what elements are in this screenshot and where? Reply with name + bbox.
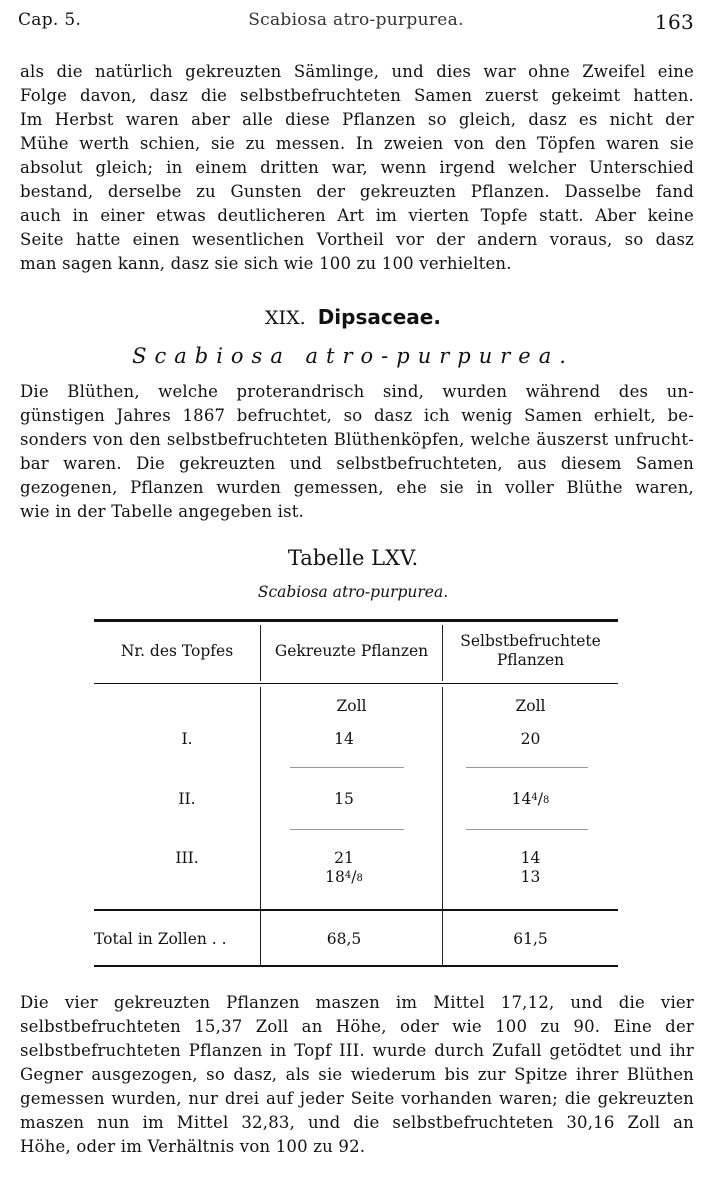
table-header-rule xyxy=(94,683,618,684)
section-name: Dipsaceae. xyxy=(317,305,441,329)
header-crossed: Gekreuzte Pflanzen xyxy=(274,642,429,660)
text-line: auch in einer etwas deutlicheren Art im vierten Topfe statt. Aber keine xyxy=(20,206,694,225)
unit-crossed: Zoll xyxy=(336,697,367,715)
row-separator xyxy=(290,829,404,830)
text-line: wie in der Tabelle angegeben ist. xyxy=(20,502,305,521)
paragraph-intro xyxy=(20,60,694,276)
text-line: gemessen wurden, nur drei auf jeder Seite vorhanden waren; die gekreuzten xyxy=(20,1089,694,1108)
table-total-rule xyxy=(94,909,618,911)
text-line: Seite hatte einen wesentlichen Vortheil vor der andern voraus, so dasz xyxy=(20,230,694,249)
running-title: Scabiosa atro-purpurea. xyxy=(248,10,464,30)
page-number: 163 xyxy=(654,10,694,34)
row-pot-label: II. xyxy=(178,790,196,808)
fraction-denominator: 8 xyxy=(356,873,363,884)
header-self-line1: Selbstbefruchtete xyxy=(460,632,601,650)
text-line: Die Blüthen, welche proterandrisch sind, wurden während des un- xyxy=(20,382,694,401)
text-line: günstigen Jahres 1867 befruchtet, so dasz ich wenig Samen erhielt, be- xyxy=(20,406,694,425)
section-number: XIX. xyxy=(265,307,306,329)
text-line: Die vier gekreuzten Pflanzen maszen im Mittel 17,12, und die vier xyxy=(20,993,694,1012)
section-heading xyxy=(0,304,706,331)
row-crossed-value: 15 xyxy=(334,790,354,808)
table-title: Tabelle LXV. xyxy=(287,546,419,570)
text-line: bar waren. Die gekreuzten und selbstbefruchteten, aus diesem Samen xyxy=(20,454,694,473)
species-heading: Scabiosa atro-purpurea. xyxy=(132,344,574,368)
text-line: Höhe, oder im Verhältnis von 100 zu 92. xyxy=(20,1137,366,1156)
header-pot: Nr. des Topfes xyxy=(120,642,234,660)
fraction-whole: 14 xyxy=(511,790,532,808)
paragraph-method xyxy=(20,380,694,524)
total-self: 61,5 xyxy=(513,930,548,948)
text-line: Gegner ausgezogen, so dasz, als sie wiederum bis zur Spitze ihrer Blüthen xyxy=(20,1065,694,1084)
unit-self: Zoll xyxy=(515,697,546,715)
text-line: maszen nun im Mittel 32,83, und die selbstbefruchteten 30,16 Zoll an xyxy=(20,1113,694,1132)
fraction-numerator: 4 xyxy=(344,870,352,881)
row-self-value: 14 xyxy=(520,849,541,867)
row-self-value: 13 xyxy=(520,868,541,886)
data-table xyxy=(94,619,618,967)
total-label: Total in Zollen . . xyxy=(94,930,227,948)
running-head xyxy=(18,10,694,36)
header-self-line2: Pflanzen xyxy=(496,651,565,669)
fraction-denominator: 8 xyxy=(542,795,550,806)
text-line: Im Herbst waren aber alle diese Pflanzen so gleich, dasz es nicht der xyxy=(20,110,694,129)
row-crossed-value: $18^4/8$ xyxy=(325,868,363,886)
row-self-value: 20 xyxy=(520,730,541,748)
fraction-numerator: 4 xyxy=(531,792,538,803)
text-line: sonders von den selbstbefruchteten Blüthenköpfen, welche äuszerst unfrucht- xyxy=(20,430,694,449)
text-line: Mühe werth schien, sie zu messen. In zweien von den Töpfen waren sie xyxy=(20,134,694,153)
text-line: Folge davon, dasz die selbstbefruchteten Samen zuerst gekeimt hatten. xyxy=(20,86,694,105)
row-crossed-value: 14 xyxy=(334,730,354,748)
text-line: absolut gleich; in einem dritten war, wenn irgend welcher Unterschied xyxy=(20,158,694,177)
paragraph-results xyxy=(20,991,694,1159)
text-line: man sagen kann, dasz sie sich wie 100 zu 100 verhielten. xyxy=(20,254,512,273)
text-line: gezogenen, Pflanzen wurden gemessen, ehe sie in voller Blüthe waren, xyxy=(20,478,694,497)
total-crossed: 68,5 xyxy=(326,930,362,948)
chapter-label: Cap. 5. xyxy=(18,10,82,30)
text-line: selbstbefruchteten Pflanzen in Topf III. wurde durch Zufall getödtet und ihr xyxy=(20,1041,694,1060)
text-line: selbstbefruchteten 15,37 Zoll an Höhe, oder wie 100 zu 90. Eine der xyxy=(20,1017,694,1036)
row-crossed-value: 21 xyxy=(334,849,354,867)
text-line: bestand, derselbe zu Gunsten der gekreuzten Pflanzen. Dasselbe fand xyxy=(20,182,694,201)
row-separator xyxy=(466,829,588,830)
row-pot-label: III. xyxy=(175,849,199,867)
row-self-value: $14^4/8$ xyxy=(511,790,550,808)
row-separator xyxy=(290,767,404,768)
row-pot-label: I. xyxy=(181,730,193,748)
table-bottom-rule xyxy=(94,965,618,967)
table-top-rule xyxy=(94,619,618,622)
text-line: als die natürlich gekreuzten Sämlinge, und dies war ohne Zweifel eine xyxy=(20,62,694,81)
table-subtitle: Scabiosa atro-purpurea. xyxy=(257,583,449,601)
fraction-whole: 18 xyxy=(325,868,345,886)
row-separator xyxy=(466,767,588,768)
